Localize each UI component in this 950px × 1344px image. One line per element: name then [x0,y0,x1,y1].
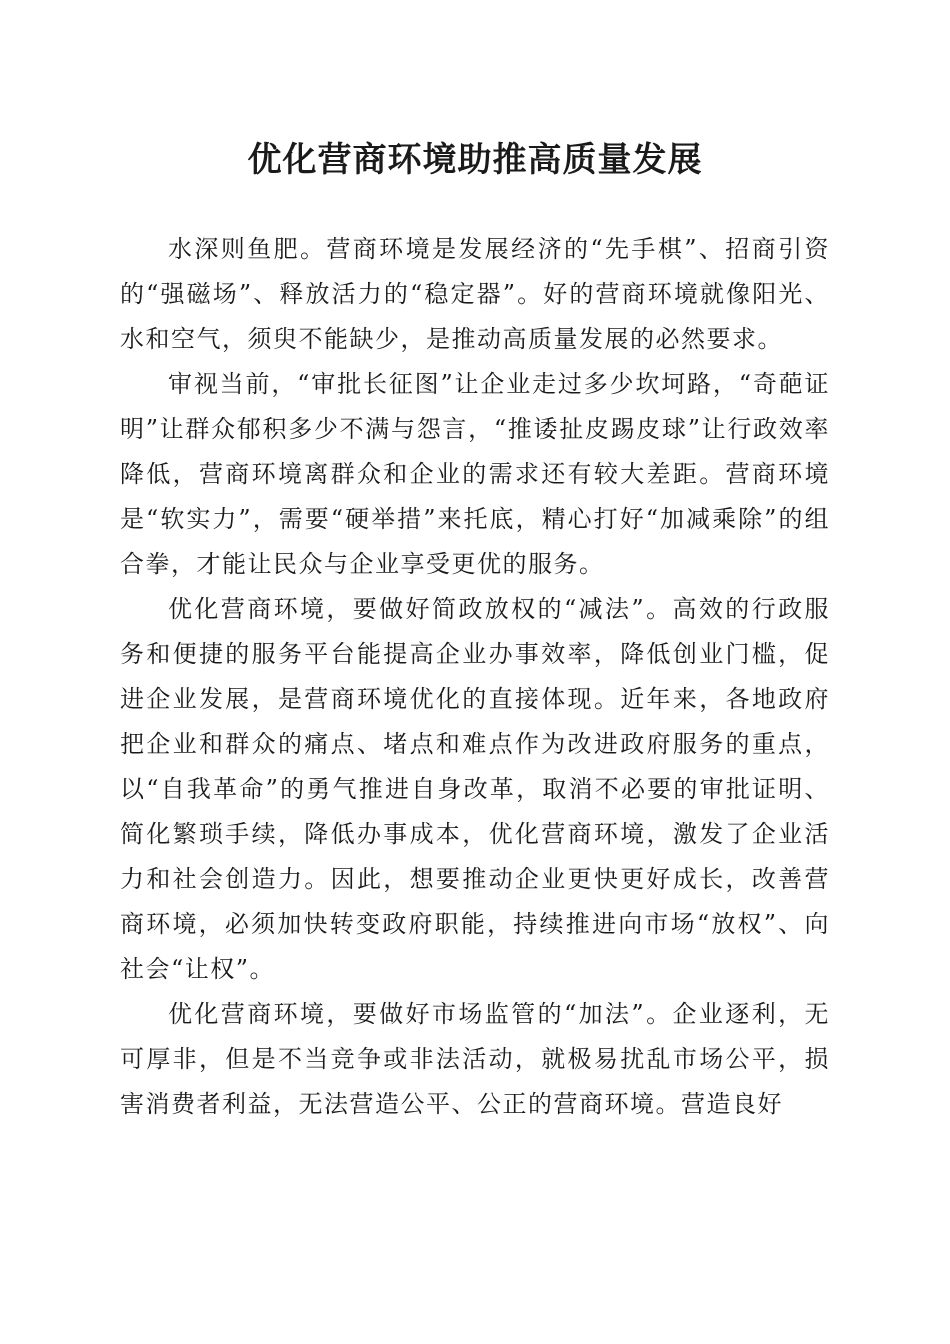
paragraph-3: 优化营商环境，要做好简政放权的“减法”。高效的行政服务和便捷的服务平台能提高企业办事效率，降低创业门槛，促进企业发展，是营商环境优化的直接体现。近年来，各地政府把企业和群众的痛点、堵点和难点作为改进政府服务的重点，以“自我革命”的勇气推进自身改革，取消不必要的审批证明、简化繁琐手续，降低办事成本，优化营商环境，激发了企业活力和社会创造力。因此，想要推动企业更快更好成长，改善营商环境，必须加快转变政府职能，持续推进向市场“放权”、向社会“让权”。 [120,595,830,983]
paragraph-2: 审视当前，“审批长征图”让企业走过多少坎坷路，“奇葩证明”让群众郁积多少不满与怨言，“推诿扯皮踢皮球”让行政效率降低，营商环境离群众和企业的需求还有较大差距。营商环境是“软实力”，需要“硬举措”来托底，精心打好“加减乘除”的组合拳，才能让民众与企业享受更优的服务。 [120,370,830,578]
document-body [120,227,830,1127]
document-title: 优化营商环境助推高质量发展 [247,140,703,180]
paragraph-4: 优化营商环境，要做好市场监管的“加法”。企业逐利，无可厚非，但是不当竞争或非法活动，就极易扰乱市场公平，损害消费者利益，无法营造公平、公正的营商环境。营造良好 [120,1000,830,1118]
paragraph-1: 水深则鱼肥。营商环境是发展经济的“先手棋”、招商引资的“强磁场”、释放活力的“稳定器”。好的营商环境就像阳光、水和空气，须臾不能缺少，是推动高质量发展的必然要求。 [120,235,830,353]
